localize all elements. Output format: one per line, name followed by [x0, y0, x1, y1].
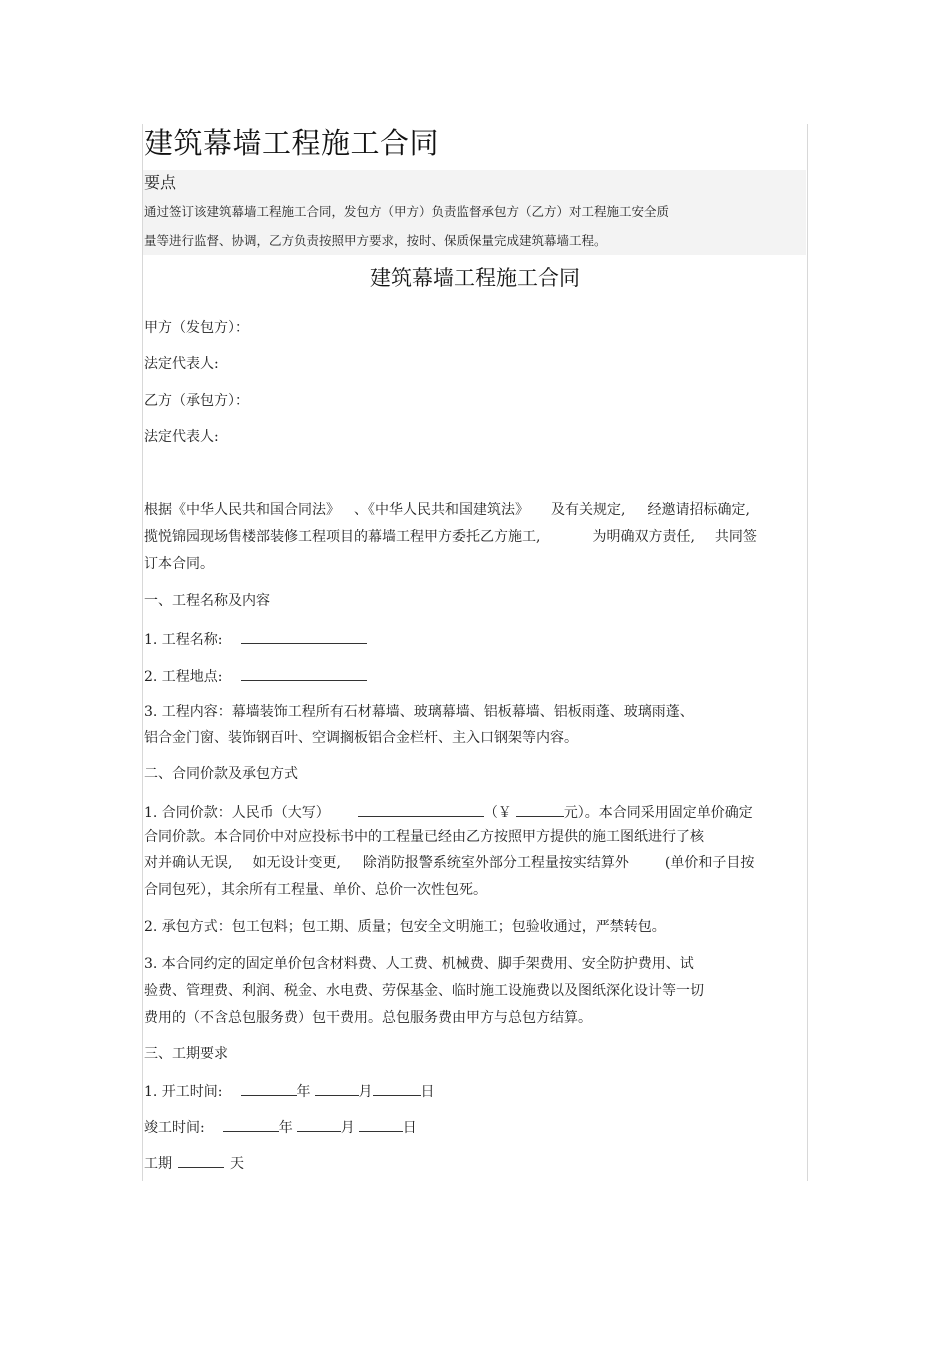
project-location-row [144, 665, 367, 687]
project-name-row [144, 628, 367, 650]
completion-date-label: 竣工时间: [144, 1120, 205, 1136]
party-a-representative-label: 法定代表人: [144, 356, 219, 372]
project-content-line-2: 铝合金门窗、装饰钢百叶、空调搁板铝合金栏杆、主入口钢架等内容。 [144, 730, 578, 746]
party-b-label: 乙方（承包方）： [144, 393, 249, 409]
start-day-blank[interactable] [373, 1080, 421, 1096]
contract-price-label: 1. 合同价款：人民币（大写） [144, 805, 330, 821]
section-1-heading: 一、工程名称及内容 [144, 593, 270, 609]
project-location-blank[interactable] [241, 665, 367, 681]
year-text: 年 [296, 1084, 311, 1100]
year-text: 年 [278, 1120, 293, 1136]
duration-unit: 天 [230, 1156, 244, 1172]
day-text: 日 [420, 1084, 435, 1100]
preamble-segment: 、《中华人民共和国建筑法》 [354, 502, 529, 518]
month-text: 月 [340, 1120, 355, 1136]
completion-year-blank[interactable] [223, 1116, 279, 1132]
contract-price-segment: (单价和子目按 [664, 855, 755, 871]
start-date-row [144, 1080, 435, 1102]
project-content-line-1: 3. 工程内容：幕墙装饰工程所有石材幕墙、玻璃幕墙、铝板幕墙、铝板雨蓬、玻璃雨蓬、 [144, 704, 694, 720]
duration-row [144, 1152, 244, 1174]
preamble-segment: 及有关规定, [551, 502, 626, 518]
day-text: 日 [402, 1120, 417, 1136]
page-title: 建筑幕墙工程施工合同 [144, 126, 440, 160]
party-a-label: 甲方（发包方）： [144, 320, 249, 336]
price-words-blank[interactable] [358, 801, 484, 817]
unit-price-inclusion-line-3: 费用的（不含总包服务费）包干费用。总包服务费由甲方与总包方结算。 [144, 1010, 592, 1026]
price-number-blank[interactable] [516, 801, 564, 817]
contract-price-line-2: 合同价款。本合同价中对应投标书中的工程量已经由乙方按照甲方提供的施工图纸进行了核 [144, 829, 704, 845]
preamble-segment: 根据《中华人民共和国合同法》 [144, 502, 340, 518]
contract-price-segment: 对并确认无误, [144, 855, 233, 871]
summary-heading: 要点 [144, 173, 177, 192]
start-year-blank[interactable] [241, 1080, 297, 1096]
completion-day-blank[interactable] [359, 1116, 403, 1132]
party-b-representative-label: 法定代表人: [144, 429, 219, 445]
contract-price-segment: 如无设计变更, [252, 855, 341, 871]
completion-month-blank[interactable] [297, 1116, 341, 1132]
contract-title: 建筑幕墙工程施工合同 [370, 266, 580, 290]
section-2-heading: 二、合同价款及承包方式 [144, 766, 298, 782]
project-location-label: 2. 工程地点: [144, 669, 223, 685]
summary-line-2: 量等进行监督、协调，乙方负责按照甲方要求，按时、保质保量完成建筑幕墙工程。 [144, 233, 607, 248]
price-yen-open: （￥ [483, 805, 512, 821]
unit-price-inclusion-line-2: 验费、管理费、利润、税金、水电费、劳保基金、临时施工设施费以及图纸深化设计等一切 [144, 983, 704, 999]
preamble-segment: 共同签 [714, 529, 757, 545]
summary-line-1: 通过签订该建筑幕墙工程施工合同，发包方（甲方）负责监督承包方（乙方）对工程施工安全质 [144, 204, 670, 219]
start-month-blank[interactable] [315, 1080, 359, 1096]
contract-price-segment: 除消防报警系统室外部分工程量按实结算外 [362, 855, 629, 871]
contract-price-line-4: 合同包死），其余所有工程量、单价、总价一次性包死。 [144, 882, 487, 898]
contracting-method: 2. 承包方式：包工包料；包工期、质量；包安全文明施工；包验收通过，严禁转包。 [144, 919, 666, 935]
completion-date-row [144, 1116, 417, 1138]
preamble-segment: 经邀请招标确定, [647, 502, 750, 518]
preamble-line-1 [144, 500, 750, 520]
preamble-line-2 [144, 527, 757, 547]
unit-price-inclusion-line-1: 3. 本合同约定的固定单价包含材料费、人工费、机械费、脚手架费用、安全防护费用、试 [144, 956, 694, 972]
preamble-segment: 为明确双方责任, [592, 529, 695, 545]
preamble-segment: 揽悦锦园现场售楼部装修工程项目的幕墙工程甲方委托乙方施工, [144, 529, 541, 545]
project-name-blank[interactable] [241, 628, 367, 644]
start-date-label: 1. 开工时间: [144, 1084, 223, 1100]
project-name-label: 1. 工程名称: [144, 632, 223, 648]
contract-price-line-3 [144, 853, 754, 873]
contract-price-line-1 [144, 801, 753, 823]
duration-label: 工期 [144, 1156, 172, 1172]
month-text: 月 [358, 1084, 373, 1100]
price-yuan-close: 元）。本合同采用固定单价确定 [563, 805, 753, 821]
section-3-heading: 三、工期要求 [144, 1046, 228, 1062]
duration-blank[interactable] [178, 1152, 224, 1168]
preamble-line-3: 订本合同。 [144, 556, 214, 572]
